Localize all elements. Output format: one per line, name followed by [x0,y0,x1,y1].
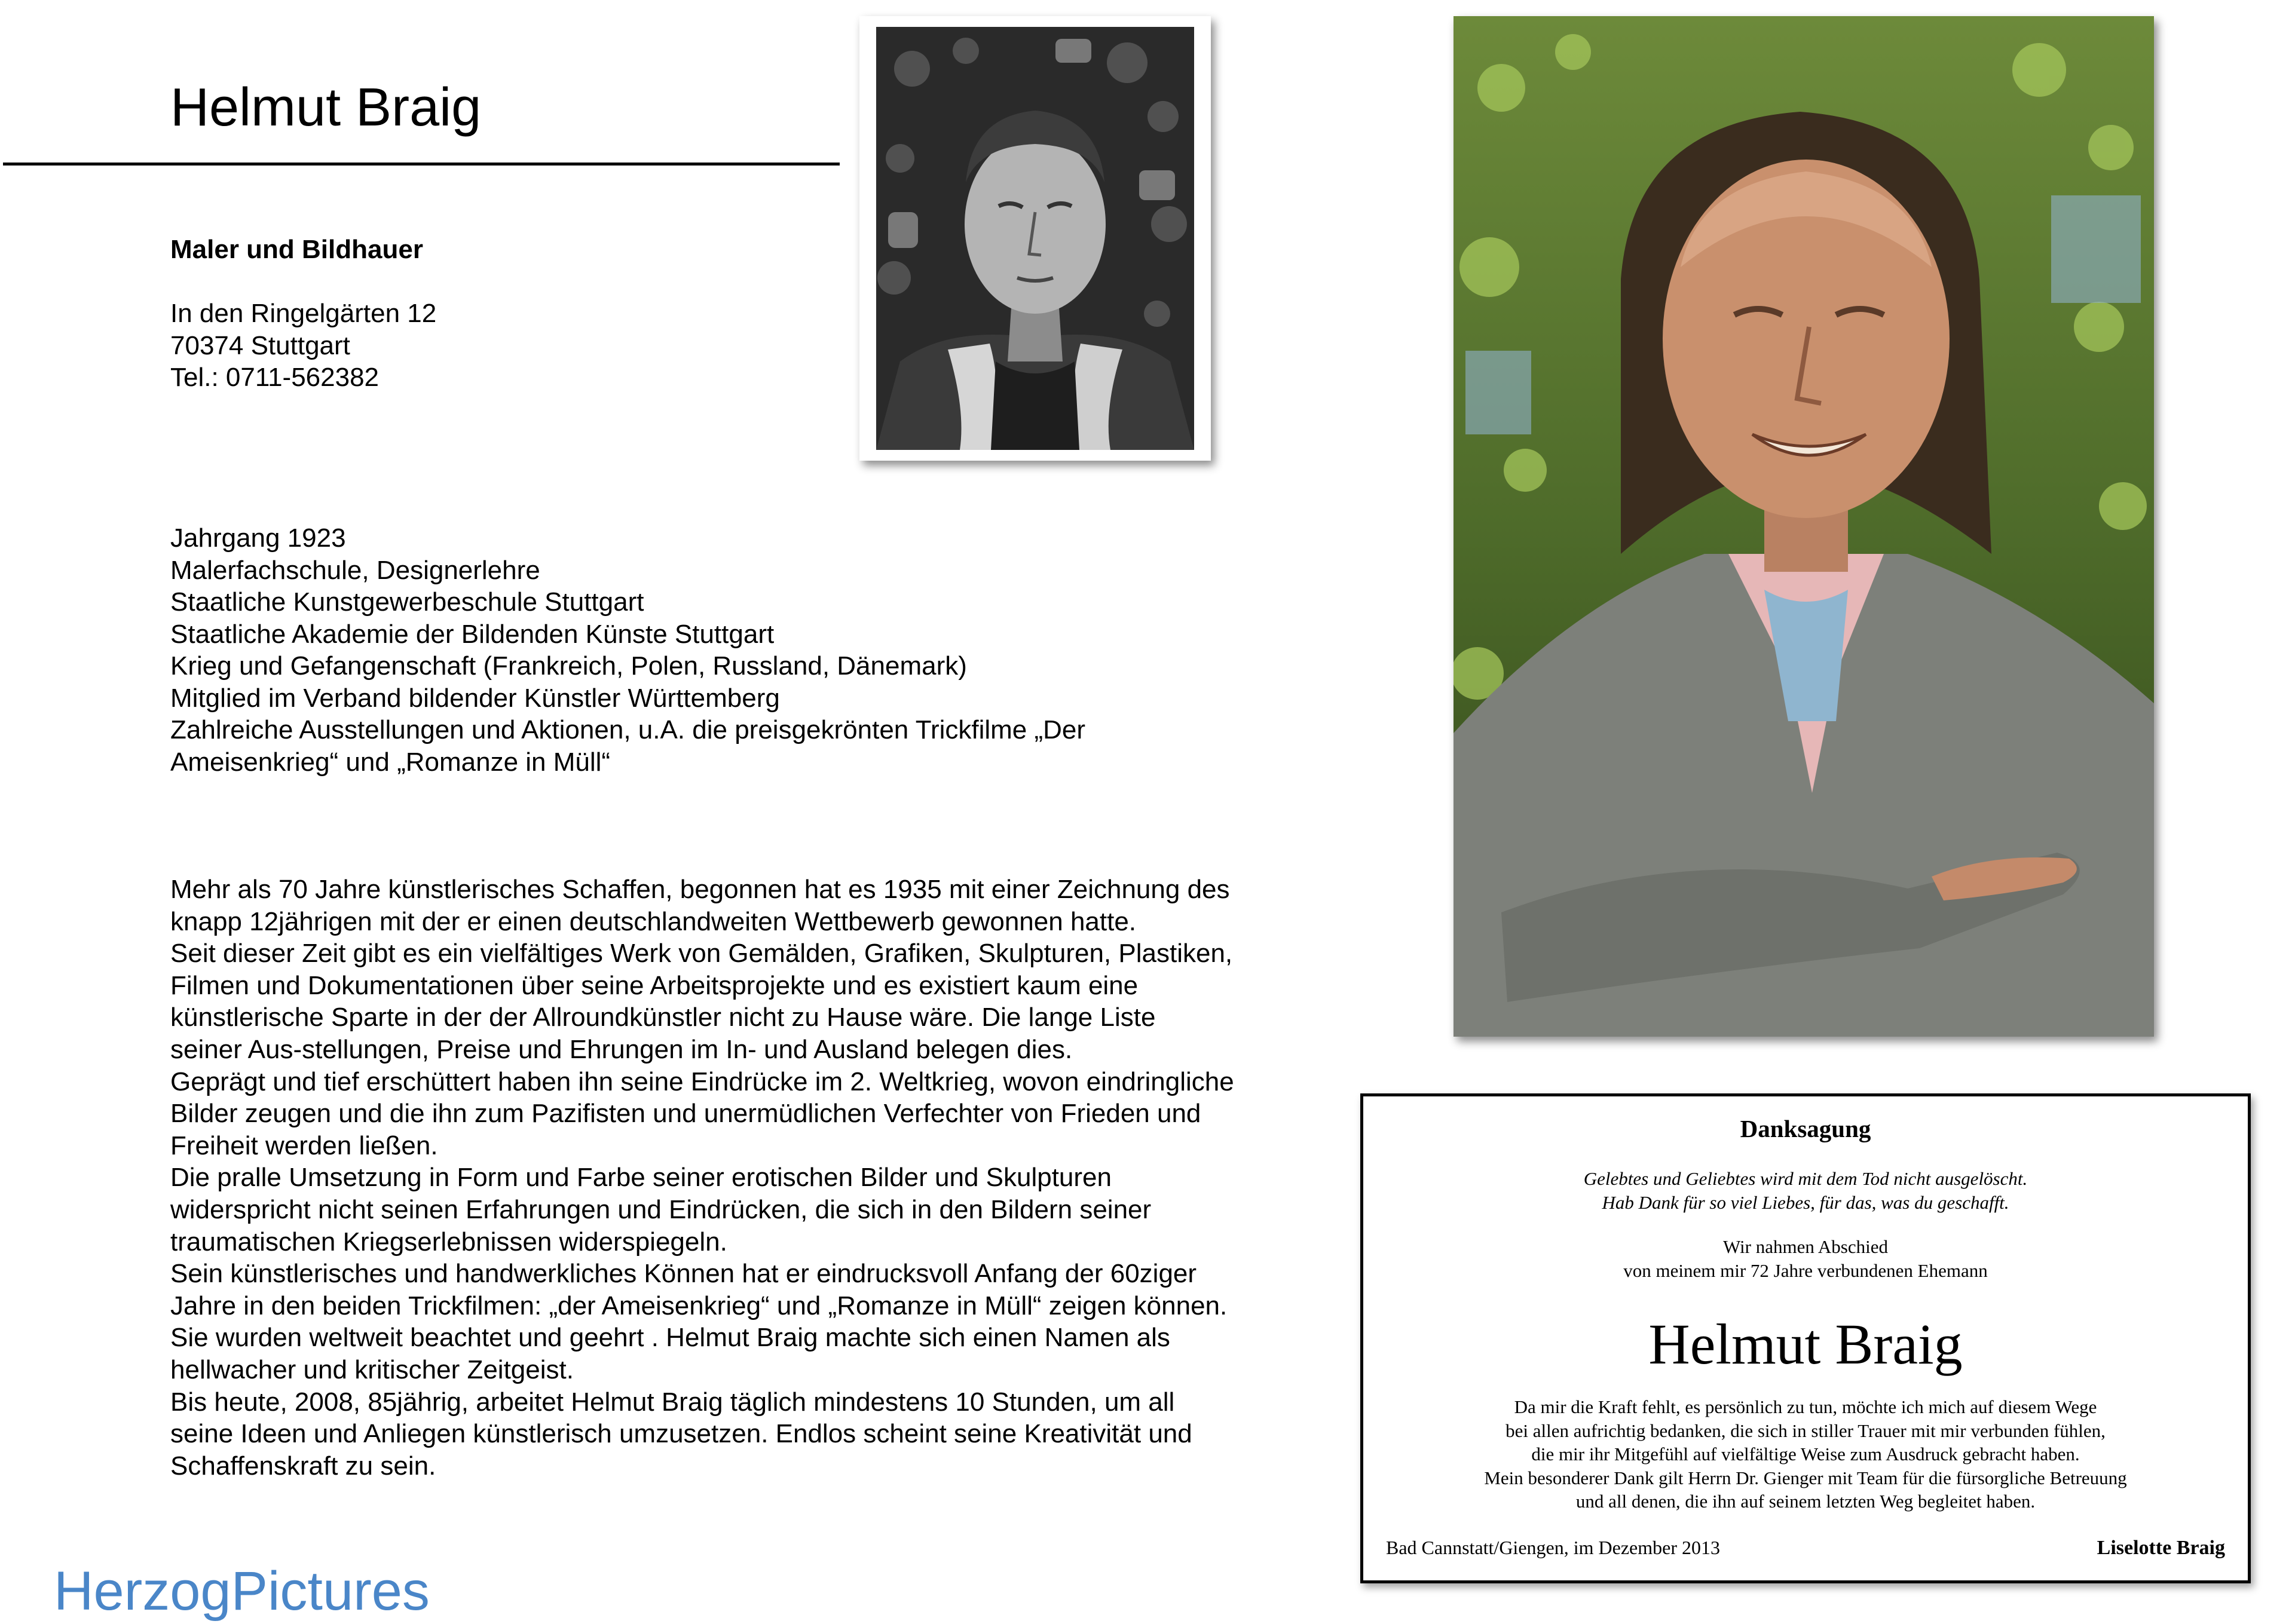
watermark: HerzogPictures [54,1561,430,1622]
address-phone: Tel.: 0711-562382 [170,363,380,392]
bio-paragraph: Sein künstlerisches und handwerkliches Können hat er eindrucksvoll Anfang der 60ziger Jahre in den beiden Trickfilmen: „der Ameisenkrieg“ und „Romanze in Müll“ zeigen können. Sie wurden weltweit beachtet und geehrt . Helmut Braig machte sich einen Namen als hellwacher und kritischer Zeitgeist. [170,1259,1228,1384]
portrait-bw-image [876,27,1194,450]
title-divider [3,163,840,166]
page-title: Helmut Braig [170,78,482,137]
notice-quote-line: Gelebtes und Geliebtes wird mit dem Tod nicht ausgelöscht. [1583,1168,2028,1189]
notice-thanks-line: Mein besonderer Dank gilt Herrn Dr. Gienger mit Team für die fürsorgliche Betreuung [1484,1467,2127,1488]
notice-thanks-line: bei allen aufrichtig bedanken, die sich in stiller Trauer mit mir verbunden fühlen, [1505,1420,2106,1441]
portrait-photo-bw [859,16,1211,461]
notice-thanks-line: die mir ihr Mitgefühl auf vielfältige Weise zum Ausdruck gebracht haben. [1531,1444,2080,1464]
profession: Maler und Bildhauer [170,235,423,264]
cv-line: Mitglied im Verband bildender Künstler Württemberg [170,683,780,713]
address-street: In den Ringelgärten 12 [170,299,437,328]
notice-thanks-line: und all denen, die ihn auf seinem letzten Weg begleitet haben. [1575,1491,2036,1512]
cv-list [170,522,1085,778]
notice-heading: Danksagung [1740,1115,1871,1142]
notice-farewell-line: von meinem mir 72 Jahre verbundenen Ehemann [1623,1260,1988,1281]
notice-thanks [1363,1395,2248,1513]
cv-line: Malerfachschule, Designerlehre [170,555,540,585]
notice-place-date: Bad Cannstatt/Giengen, im Dezember 2013 [1386,1537,1720,1558]
bio-paragraph: Mehr als 70 Jahre künstlerisches Schaffen, begonnen hat es 1935 mit einer Zeichnung des knapp 12jährigen mit der er einen deutschlandweiten Wettbewerb gewonnen hatte. [170,875,1230,936]
notice-farewell-line: Wir nahmen Abschied [1723,1236,1888,1257]
obituary-notice [1360,1093,2251,1583]
cv-line: Krieg und Gefangenschaft (Frankreich, Polen, Russland, Dänemark) [170,651,967,681]
notice-farewell [1363,1235,2248,1283]
notice-signature: Liselotte Braig [2097,1537,2225,1559]
cv-line: Ameisenkrieg“ und „Romanze in Müll“ [170,747,611,777]
cv-line: Jahrgang 1923 [170,523,346,553]
address-block [170,298,436,394]
cv-line: Zahlreiche Ausstellungen und Aktionen, u.A. die preisgekrönten Trickfilme „Der [170,715,1086,744]
bio-paragraph: Geprägt und tief erschüttert haben ihn seine Eindrücke im 2. Weltkrieg, wovon eindringliche Bilder zeugen und die ihn zum Pazifisten und unermüdlichen Verfechter von Frieden und Freiheit werden ließen. [170,1067,1234,1160]
biography [170,874,1234,1482]
cv-line: Staatliche Kunstgewerbeschule Stuttgart [170,587,644,617]
bio-paragraph: Bis heute, 2008, 85jährig, arbeitet Helmut Braig täglich mindestens 10 Stunden, um all seine Ideen und Anliegen künstlerisch umzusetzen. Endlos scheint seine Kreativität und Schaffenskraft zu sein. [170,1387,1192,1481]
notice-quote-line: Hab Dank für so viel Liebes, für das, was du geschafft. [1602,1192,2009,1213]
notice-thanks-line: Da mir die Kraft fehlt, es persönlich zu tun, möchte ich mich auf diesem Wege [1514,1396,2097,1417]
bio-paragraph: Seit dieser Zeit gibt es ein vielfältiges Werk von Gemälden, Grafiken, Skulpturen, Plastiken, Filmen und Dokumentationen über seine Arbeitsprojekte und es existiert kaum eine künstlerische Sparte in der der Allroundkünstler nicht zu Hause wäre. Die lange Liste seiner Aus-stellungen, Preise und Ehrungen im In- und Ausland belegen dies. [170,939,1233,1064]
notice-quote [1363,1167,2248,1215]
address-city: 70374 Stuttgart [170,330,350,360]
bio-paragraph: Die pralle Umsetzung in Form und Farbe seiner erotischen Bilder und Skulpturen widerspricht nicht seinen Erfahrungen und Eindrücken, die sich in den Bildern seiner traumatischen Kriegserlebnissen widerspiegeln. [170,1163,1152,1257]
notice-deceased-name: Helmut Braig [1648,1312,1963,1376]
portrait-photo-color [1454,16,2154,1037]
portrait-color-image [1454,16,2154,1037]
cv-line: Staatliche Akademie der Bildenden Künste Stuttgart [170,619,775,649]
